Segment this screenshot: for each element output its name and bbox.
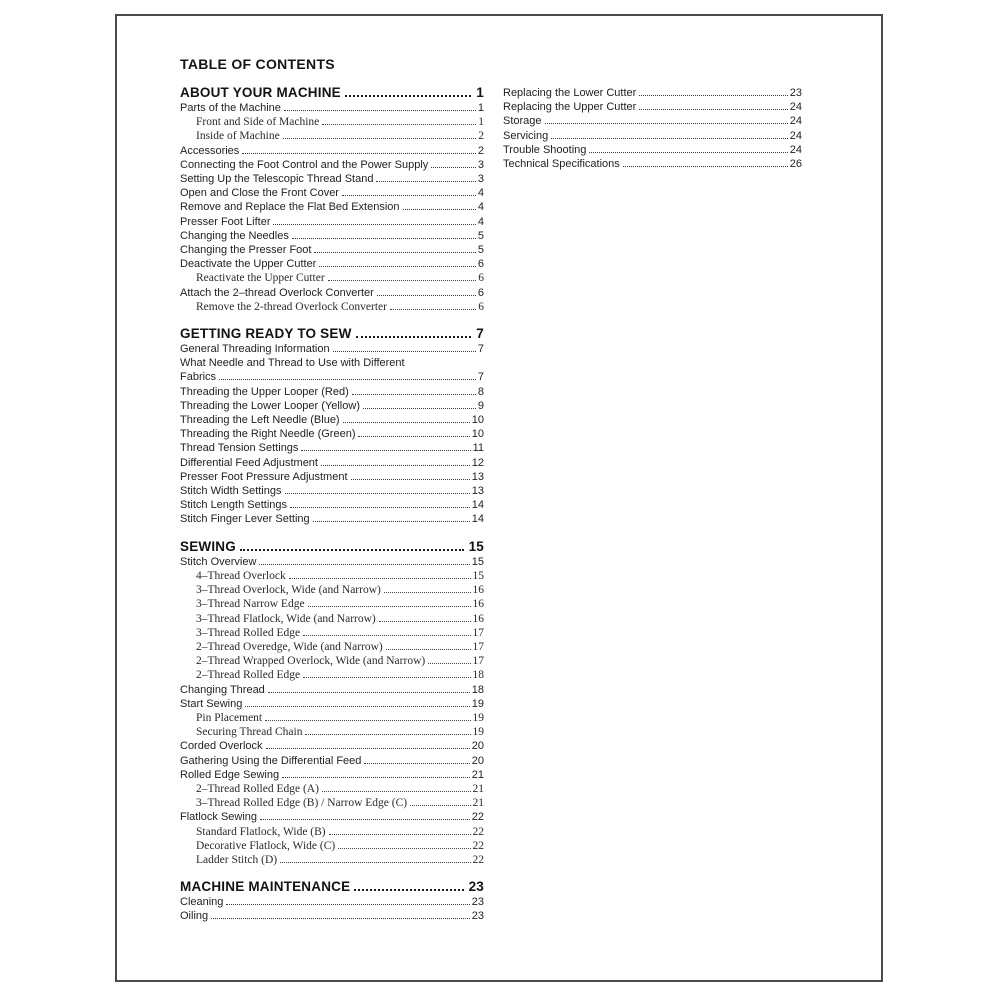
toc-page-number: 6 (477, 286, 484, 299)
toc-page-number: 5 (477, 229, 484, 242)
leader-dots (342, 195, 476, 196)
toc-entry-label: Stitch Finger Lever Setting (180, 513, 310, 526)
toc-page-number: 5 (477, 244, 484, 257)
leader-dots (403, 209, 476, 210)
leader-dots (377, 295, 476, 296)
toc-entry-label: Gathering Using the Differential Feed (180, 754, 362, 767)
toc-page-number: 21 (471, 768, 484, 781)
leader-dots (285, 493, 470, 494)
toc-entry-label: Securing Thread Chain (196, 726, 303, 739)
leader-dots (363, 408, 476, 409)
toc-page-number: 10 (471, 414, 484, 427)
toc-entry (180, 810, 484, 824)
toc-entry-label: Servicing (503, 129, 549, 142)
toc-section (503, 86, 802, 171)
toc-section-heading (180, 325, 484, 342)
toc-entry (180, 101, 484, 115)
toc-entry (180, 257, 484, 271)
leader-dots (379, 621, 471, 622)
toc-page-number: 7 (476, 326, 484, 342)
toc-page-number: 15 (471, 555, 484, 568)
leader-dots (343, 422, 470, 423)
leader-dots (273, 224, 475, 225)
toc-entry (180, 498, 484, 512)
leader-dots (333, 351, 476, 352)
toc-entry (180, 470, 484, 484)
toc-page-number: 7 (477, 343, 484, 356)
toc-page-number: 18 (471, 683, 484, 696)
toc-page-number: 23 (471, 896, 484, 909)
toc-entry-label: Inside of Machine (196, 130, 280, 143)
toc-page-number: 2 (477, 144, 484, 157)
toc-entry (180, 839, 484, 853)
leader-dots (282, 777, 470, 778)
toc-page-number: 6 (478, 300, 484, 313)
leader-dots (303, 677, 470, 678)
leader-dots (219, 379, 476, 380)
toc-entry (180, 725, 484, 739)
leader-dots (356, 336, 472, 338)
toc-entry-label: What Needle and Thread to Use with Different (180, 357, 405, 370)
toc-entry-label: Changing Thread (180, 683, 265, 696)
toc-entry (180, 626, 484, 640)
toc-entry-label: Thread Tension Settings (180, 442, 299, 455)
toc-entry-label: Remove the 2-thread Overlock Converter (196, 300, 387, 313)
leader-dots (431, 167, 476, 168)
toc-entry-label: Stitch Overview (180, 555, 257, 568)
toc-entry-label: Open and Close the Front Cover (180, 187, 339, 200)
toc-page-number: 24 (789, 101, 802, 114)
toc-entry (180, 399, 484, 413)
toc-page-number: 21 (472, 797, 484, 810)
toc-right-column (503, 86, 802, 171)
leader-dots (545, 123, 788, 124)
toc-page-number: 15 (472, 569, 484, 582)
leader-dots (308, 606, 471, 607)
toc-entry-label: Presser Foot Pressure Adjustment (180, 470, 348, 483)
toc-page-number: 15 (468, 538, 484, 554)
toc-entry (503, 86, 802, 100)
toc-page-number: 20 (471, 740, 484, 753)
toc-page-number: 1 (477, 102, 484, 114)
toc-entry (180, 853, 484, 867)
leader-dots (245, 706, 469, 707)
leader-dots (428, 663, 470, 664)
toc-page-number: 1 (476, 85, 484, 100)
toc-entry-label: Remove and Replace the Flat Bed Extension (180, 201, 400, 214)
toc-page-number: 17 (472, 626, 484, 639)
toc-entry (180, 144, 484, 158)
toc-entry-label: Threading the Left Needle (Blue) (180, 414, 340, 427)
toc-page-number: 4 (477, 215, 484, 228)
toc-page-number: 1 (478, 116, 484, 129)
toc-entry-label: 3–Thread Narrow Edge (196, 598, 305, 611)
toc-entry (180, 484, 484, 498)
toc-entry-label: General Threading Information (180, 343, 330, 356)
toc-page-number: 3 (477, 173, 484, 186)
leader-dots (284, 110, 476, 111)
toc-section-heading (180, 878, 484, 895)
toc-page-number: 7 (477, 371, 484, 384)
leader-dots (265, 720, 470, 721)
toc-entry (180, 683, 484, 697)
leader-dots (386, 649, 471, 650)
toc-page-number: 17 (472, 640, 484, 653)
toc-entry (180, 370, 484, 384)
toc-entry (180, 583, 484, 597)
toc-page-number: 14 (471, 499, 484, 512)
leader-dots (280, 862, 470, 863)
toc-page-number: 19 (471, 697, 484, 710)
toc-entry (180, 172, 484, 186)
toc-page-number: 10 (471, 428, 484, 441)
toc-entry (180, 640, 484, 654)
toc-entry (180, 654, 484, 668)
toc-entry (180, 158, 484, 172)
toc-entry (503, 157, 802, 171)
toc-page-number: 6 (478, 272, 484, 285)
toc-entry (180, 129, 484, 143)
toc-page-number: 22 (471, 811, 484, 824)
leader-dots (313, 521, 470, 522)
toc-entry (180, 115, 484, 129)
toc-entry (180, 711, 484, 725)
toc-entry-label: Corded Overlock (180, 740, 263, 753)
toc-entry (503, 114, 802, 128)
toc-heading-label: ABOUT YOUR MACHINE (180, 85, 341, 100)
toc-entry-label: Technical Specifications (503, 158, 620, 171)
leader-dots (242, 153, 476, 154)
toc-page-number: 16 (472, 612, 484, 625)
toc-page-number: 18 (472, 669, 484, 682)
leader-dots (358, 436, 469, 437)
toc-page-number: 13 (471, 470, 484, 483)
toc-entry (180, 356, 484, 370)
toc-entry-label: Reactivate the Upper Cutter (196, 272, 325, 285)
toc-entry (180, 215, 484, 229)
leader-dots (289, 578, 471, 579)
toc-entry (180, 909, 484, 923)
page-title: TABLE OF CONTENTS (180, 56, 335, 72)
toc-entry (180, 754, 484, 768)
toc-entry (180, 271, 484, 285)
toc-entry-label: Decorative Flatlock, Wide (C) (196, 839, 336, 852)
leader-dots (211, 918, 470, 919)
toc-entry-label: 3–Thread Overlock, Wide (and Narrow) (196, 584, 381, 597)
leader-dots (322, 124, 476, 125)
toc-page-number: 21 (472, 782, 484, 795)
toc-entry (180, 782, 484, 796)
toc-entry-label: Oiling (180, 910, 209, 923)
toc-entry-label: Threading the Lower Looper (Yellow) (180, 399, 360, 412)
toc-section (180, 538, 484, 867)
toc-page-number: 19 (472, 726, 484, 739)
leader-dots (305, 734, 470, 735)
toc-entry-label: 3–Thread Rolled Edge (B) / Narrow Edge (C) (196, 797, 408, 810)
toc-entry (180, 569, 484, 583)
leader-dots (384, 592, 471, 593)
toc-left-column (180, 57, 484, 924)
toc-heading-label: MACHINE MAINTENANCE (180, 879, 351, 895)
toc-page-number: 20 (471, 754, 484, 767)
toc-entry-label: Replacing the Upper Cutter (503, 101, 637, 114)
toc-entry (503, 129, 802, 143)
toc-entry (180, 300, 484, 314)
leader-dots (290, 507, 470, 508)
toc-entry (180, 229, 484, 243)
leader-dots (314, 252, 475, 253)
toc-entry-label: 4–Thread Overlock (196, 569, 286, 582)
toc-entry-label: Threading the Upper Looper (Red) (180, 385, 349, 398)
toc-page-number: 11 (472, 442, 484, 455)
toc-page-number: 16 (472, 598, 484, 611)
leader-dots (345, 95, 471, 97)
toc-entry-label: Stitch Length Settings (180, 499, 288, 512)
toc-page-number: 16 (472, 584, 484, 597)
leader-dots (329, 834, 471, 835)
toc-page-number: 24 (789, 143, 802, 156)
leader-dots (322, 791, 471, 792)
toc-entry (180, 597, 484, 611)
toc-entry-label: Differential Feed Adjustment (180, 456, 318, 469)
toc-heading-label: GETTING READY TO SEW (180, 326, 352, 342)
toc-entry (180, 512, 484, 526)
toc-left-sections (180, 84, 484, 924)
toc-page-number: 22 (472, 853, 484, 866)
toc-entry (180, 286, 484, 300)
toc-entry (180, 555, 484, 569)
toc-entry-label: Attach the 2–thread Overlock Converter (180, 286, 374, 299)
leader-dots (301, 450, 470, 451)
toc-page-number: 9 (477, 399, 484, 412)
toc-page-number: 22 (472, 839, 484, 852)
leader-dots (283, 138, 477, 139)
toc-entry (503, 100, 802, 114)
toc-entry-label: Parts of the Machine (180, 102, 281, 114)
toc-section-heading (180, 84, 484, 101)
toc-entry-label: 2–Thread Wrapped Overlock, Wide (and Narrow) (196, 655, 426, 668)
toc-page-number: 14 (471, 513, 484, 526)
toc-section-heading (180, 538, 484, 555)
toc-page-number: 3 (477, 158, 484, 171)
leader-dots (328, 280, 477, 281)
toc-page-number: 19 (472, 711, 484, 724)
toc-entry (180, 668, 484, 682)
toc-section (180, 84, 484, 314)
leader-dots (354, 889, 463, 891)
toc-page-number: 17 (472, 655, 484, 668)
toc-entry-label: Rolled Edge Sewing (180, 768, 280, 781)
leader-dots (639, 95, 787, 96)
toc-entry-label: Fabrics (180, 371, 217, 384)
leader-dots (639, 109, 787, 110)
toc-entry-label: 2–Thread Overedge, Wide (and Narrow) (196, 640, 383, 653)
toc-entry-label: Deactivate the Upper Cutter (180, 258, 317, 271)
toc-entry-label: Start Sewing (180, 697, 243, 710)
leader-dots (260, 819, 470, 820)
toc-right-sections (503, 86, 802, 171)
toc-section (180, 325, 484, 527)
toc-entry-label: Cleaning (180, 896, 224, 909)
toc-page-number: 4 (477, 187, 484, 200)
toc-page-number: 8 (477, 385, 484, 398)
toc-entry-label: Storage (503, 115, 542, 128)
toc-entry-label: 2–Thread Rolled Edge (196, 669, 301, 682)
toc-entry (180, 342, 484, 356)
leader-dots (303, 635, 470, 636)
toc-entry (180, 456, 484, 470)
toc-entry-label: 3–Thread Rolled Edge (196, 626, 301, 639)
toc-entry (180, 768, 484, 782)
toc-page-number: 22 (472, 825, 484, 838)
toc-entry-label: Ladder Stitch (D) (196, 853, 278, 866)
toc-entry (180, 200, 484, 214)
leader-dots (352, 394, 476, 395)
leader-dots (319, 266, 476, 267)
toc-entry-label: Front and Side of Machine (196, 116, 320, 129)
toc-entry (180, 612, 484, 626)
leader-dots (321, 465, 470, 466)
toc-entry-label: Standard Flatlock, Wide (B) (196, 825, 326, 838)
toc-page-number: 23 (468, 879, 484, 895)
leader-dots (266, 748, 470, 749)
toc-entry-label: Threading the Right Needle (Green) (180, 428, 356, 441)
toc-entry-label: Stitch Width Settings (180, 485, 282, 498)
toc-page-number: 4 (477, 201, 484, 214)
toc-page-number: 13 (471, 485, 484, 498)
toc-entry-label: Accessories (180, 144, 240, 157)
toc-entry-label: Setting Up the Telescopic Thread Stand (180, 173, 374, 186)
leader-dots (410, 805, 470, 806)
toc-entry-label: Flatlock Sewing (180, 811, 258, 824)
leader-dots (240, 549, 464, 551)
leader-dots (292, 238, 476, 239)
toc-entry (180, 739, 484, 753)
toc-entry (180, 441, 484, 455)
leader-dots (259, 564, 469, 565)
toc-entry-label: Changing the Presser Foot (180, 244, 312, 257)
leader-dots (351, 479, 470, 480)
toc-entry-label: Trouble Shooting (503, 143, 587, 156)
toc-entry-label: Changing the Needles (180, 229, 289, 242)
toc-entry-label: Connecting the Foot Control and the Power Supply (180, 158, 429, 171)
toc-page-number: 24 (789, 115, 802, 128)
toc-entry-label: Presser Foot Lifter (180, 215, 271, 228)
toc-entry (180, 697, 484, 711)
leader-dots (376, 181, 475, 182)
leader-dots (268, 692, 470, 693)
toc-entry (180, 796, 484, 810)
toc-page-number: 12 (471, 456, 484, 469)
leader-dots (364, 763, 469, 764)
toc-entry-label: Pin Placement (196, 711, 263, 724)
leader-dots (338, 848, 470, 849)
toc-page-number: 6 (477, 258, 484, 271)
toc-entry (180, 427, 484, 441)
toc-entry (180, 413, 484, 427)
toc-heading-label: SEWING (180, 538, 236, 554)
toc-page-number: 23 (471, 910, 484, 923)
toc-entry (180, 385, 484, 399)
toc-page-number: 23 (789, 87, 802, 99)
toc-entry (180, 243, 484, 257)
toc-entry (180, 186, 484, 200)
toc-entry (180, 895, 484, 909)
toc-page-number: 26 (789, 158, 802, 171)
toc-page-number: 2 (478, 130, 484, 143)
leader-dots (551, 138, 788, 139)
leader-dots (589, 152, 787, 153)
page-sheet (115, 14, 883, 982)
toc-entry (180, 825, 484, 839)
toc-entry-label: 3–Thread Flatlock, Wide (and Narrow) (196, 612, 376, 625)
leader-dots (390, 309, 476, 310)
leader-dots (623, 166, 788, 167)
toc-entry-label: 2–Thread Rolled Edge (A) (196, 782, 319, 795)
toc-entry (503, 143, 802, 157)
toc-entry-label: Replacing the Lower Cutter (503, 87, 637, 99)
toc-page-number: 24 (789, 129, 802, 142)
toc-section (180, 878, 484, 923)
leader-dots (226, 904, 469, 905)
